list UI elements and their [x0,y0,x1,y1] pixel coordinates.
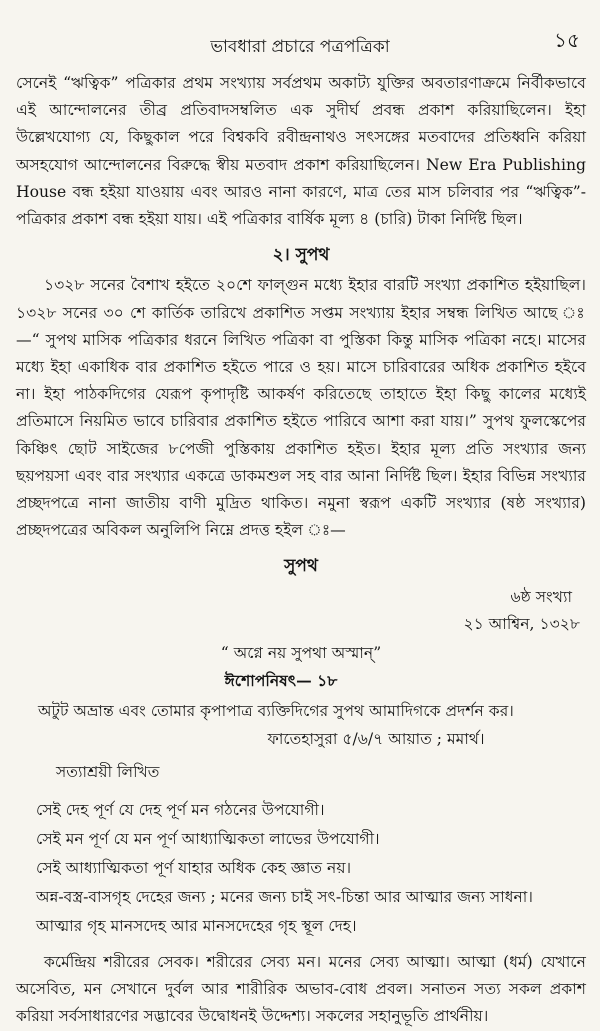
cover-motto-source: ঈশোপনিষৎ— ১৮ [224,671,338,691]
page-number: ১৫ [554,28,580,52]
paragraph-ritwik: সেনেই “ঋত্বিক” পত্রিকার প্রথম সংখ্যায় সর্বপ্রথম অকাট্য যুক্তির অবতারণাক্রমে নির্বীকভাবে এই আন্দোলনের তীব্র প্রতিবাদসম্বলিত এক সুদীর্ঘ প্রবন্ধ প্রকাশ করিয়াছিলেন। ইহা উল্লেখযোগ্য যে, কিছুকাল পরে বিশ্বকবি রবীন্দ্রনাথও সৎসঙ্গের মতবাদের প্রতিধ্বনি করিয়া অসহযোগ আন্দোলনের বিরুদ্ধে স্বীয় মতবাদ প্রকাশ করিয়াছিলেন। New Era Publishing House বন্ধ হইয়া যাওয়ায় এবং আরও নানা কারণে, মাত্র তের মাস চলিবার পর “ঋত্বিক”- পত্রিকার প্রকাশ বন্ধ হইয়া যায়। এই পত্রিকার বার্ষিক মূল্য ৪ (চারি) টাকা নির্দিষ্ট ছিল। [16,74,586,229]
poem-line: সেই দেহ পূর্ণ যে দেহ পূর্ণ মন গঠনের উপযোগী। [36,801,325,820]
cover-verse: অটুট অভ্রান্ত এবং তোমার কৃপাপাত্র ব্যক্তিদিগের সুপথ আমাদিগকে প্রদর্শন কর। [38,702,514,721]
poem-line: আত্মার গৃহ মানসদেহ আর মানসদেহের গৃহ স্থূল দেহ। [36,917,357,936]
cover-title: সুপথ [284,556,318,577]
poem-line: সেই আধ্যাত্মিকতা পূর্ণ যাহার অধিক কেহ জ্ঞাত নয়। [36,859,352,878]
cover-subtitle: সত্যাশ্রয়ী লিখিত [56,762,160,781]
cover-poem [36,796,586,941]
poem-line: অন্ন-বস্ত্র-বাসগৃহ দেহের জন্য ; মনের জন্য চাই সৎ-চিন্তা আর আত্মার জন্য সাধনা। [36,888,533,907]
cover-issue: ৬ষ্ঠ সংখ্যা [510,587,572,606]
paragraph-supath: ১৩২৮ সনের বৈশাখ হইতে ২০শে ফাল্গুন মধ্যে ইহার বারটি সংখ্যা প্রকাশিত হইয়াছিল। ১৩২৮ সনের ৩০ শে কার্তিক তারিখে প্রকাশিত সপ্তম সংখ্যায় ইহার সম্বন্ধ লিখিত আছে ঃ—“ সুপথ মাসিক পত্রিকার ধরনে লিখিত পত্রিকা বা পুস্তিকা কিন্তু মাসিক পত্রিকা নহে। মাসের মধ্যে ইহা একাধিক বার প্রকাশিত হইতে পারে ও হয়। মাসে চারিবারের অধিক প্রকাশিত হইবে না। ইহা পাঠকদিগের যেরূপ কৃপাদৃষ্টি আকর্ষণ করিতেছে তাহাতে ইহা কিছু কালের মধ্যেই প্রতিমাসে নিয়মিত ভাবে চারিবার প্রকাশিত হইতে পারিবে আশা করা যায়।” সুপথ ফুলস্কেপের কিঞ্চিৎ ছোট সাইজের ৮পেজী পুস্তিকায় প্রকাশিত হইত। ইহার মূল্য প্রতি সংখ্যার জন্য ছয়পয়সা এবং বার সংখ্যার একত্রে ডাকমশুল সহ বার আনা নির্দিষ্ট ছিল। ইহার বিভিন্ন সংখ্যার প্রচ্ছদপত্রে নানা জাতীয় বাণী মুদ্রিত থাকিত। নমুনা স্বরূপ একটি সংখ্যার (ষষ্ঠ সংখ্যার) প্রচ্ছদপত্রের অবিকল অনুলিপি নিম্নে প্রদত্ত হইল ঃ— [16,276,586,540]
running-title: ভাবধারা প্রচারে পত্রপত্রিকা [210,37,390,57]
page-body [16,70,586,1031]
cover-motto: “ অগ্নে নয় সুপথা অস্মান্” [220,644,382,663]
cover-closing-paragraph: কর্মেন্দ্রিয় শরীরের সেবক। শরীরের সেব্য মন। মনের সেব্য আত্মা। আত্মা (ধর্ম) যেখানে অসেবিত, মন সেখানে দুর্বল আর শারীরিক অভাব-বোধ প্রবল। সনাতন সত্য সকল প্রকাশ করিয়া সর্বসাধারণের সদ্ভাবের উদ্বোধনই উদ্দেশ্য। সকলের সহানুভূতি প্রার্থনীয়। [16,953,586,1026]
cover-verse-source: ফাতেহাসুরা ৫/৬/৭ আয়াত ; মমার্থ। [267,729,485,748]
poem-line: সেই মন পূর্ণ যে মন পূর্ণ আধ্যাত্মিকতা লাভের উপযোগী। [36,830,380,849]
cover-date: ২১ আশ্বিন, ১৩২৮ [463,614,580,633]
section-heading: ২। সুপথ [272,245,330,266]
